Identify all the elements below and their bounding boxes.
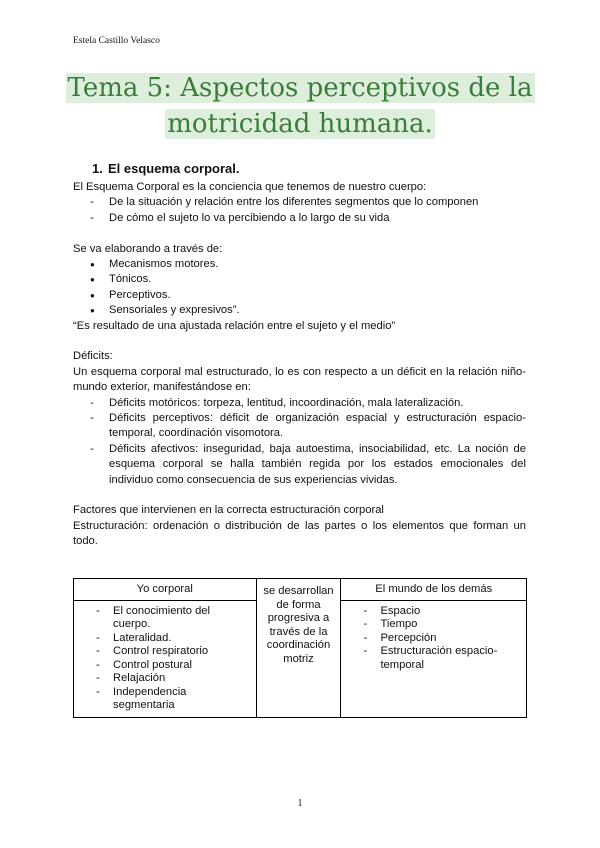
list-item: - El conocimiento del cuerpo.	[80, 605, 250, 632]
mundo-demas-list	[347, 605, 520, 673]
list-item: - Relajación	[80, 672, 250, 686]
table-middle-text: se desarrollan de forma progresiva a través de la coordinación motriz	[256, 579, 341, 718]
list-item: ● Mecanismos motores.	[73, 257, 526, 272]
section-heading-text: El esquema corporal.	[108, 161, 240, 176]
table-header-yo-corporal: Yo corporal	[74, 579, 257, 601]
list-item: - Déficits perceptivos: déficit de organización espacial y estructuración espacio-temporal, coordinación visomotora.	[73, 411, 526, 442]
document-body	[73, 161, 526, 550]
section-number: 1.	[92, 161, 103, 176]
list-item: - De cómo el sujeto lo va percibiendo a lo largo de su vida	[73, 211, 526, 226]
list-item: - De la situación y relación entre los diferentes segmentos que lo componen	[73, 195, 526, 210]
deficits-intro: Un esquema corporal mal estructurado, lo es con respecto a un déficit en la relación niño-mundo exterior, manifestándose en:	[73, 365, 526, 394]
list-item: - Control postural	[80, 659, 250, 673]
page-number: 1	[297, 798, 303, 809]
list-item: - Lateralidad.	[80, 632, 250, 646]
elaboration-intro: Se va elaborando a través de:	[73, 242, 223, 255]
structuring-definition: Estructuración: ordenación o distribución de las partes o los elementos que forman un todo.	[73, 519, 526, 548]
section-heading	[92, 161, 526, 177]
table-header-mundo-demas: El mundo de los demás	[341, 579, 527, 601]
list-item: - Déficits afectivos: inseguridad, baja autoestima, insociabilidad, etc. La noción de esquema corporal se halla también regida por los estados emocionales del individuo como consecuencia de sus experiencias vividas.	[73, 442, 526, 488]
deficits-list	[73, 396, 526, 488]
list-item: ● Sensoriales y expresivos”.	[73, 303, 526, 318]
table-cell-mundo-demas	[341, 600, 527, 717]
yo-corporal-list	[80, 605, 250, 713]
list-item: - Espacio	[347, 605, 520, 619]
factors-table	[73, 578, 527, 718]
list-item: ● Perceptivos.	[73, 288, 526, 303]
header-author: Estela Castillo Velasco	[73, 36, 160, 46]
page-title-text: Tema 5: Aspectos perceptivos de la motricidad humana.	[67, 73, 533, 139]
deficits-label: Déficits:	[73, 350, 113, 363]
table-cell-yo-corporal	[74, 600, 257, 717]
list-item: - Percepción	[347, 632, 520, 646]
list-item: - Tiempo	[347, 618, 520, 632]
awareness-list	[73, 195, 526, 226]
quote: “Es resultado de una ajustada relación entre el sujeto y el medio”	[73, 319, 396, 332]
list-item: ● Tónicos.	[73, 272, 526, 287]
intro-paragraph: El Esquema Corporal es la conciencia que tenemos de nuestro cuerpo:	[73, 181, 427, 193]
list-item: - Estructuración espacio-temporal	[347, 645, 520, 672]
page-title	[60, 70, 540, 142]
list-item: - Déficits motóricos: torpeza, lentitud, incoordinación, mala lateralización.	[73, 396, 526, 411]
list-item: - Control respiratorio	[80, 645, 250, 659]
mechanisms-list	[73, 257, 526, 319]
factors-title: Factores que intervienen en la correcta estructuración corporal	[73, 504, 384, 517]
list-item: - Independencia segmentaria	[80, 686, 250, 713]
